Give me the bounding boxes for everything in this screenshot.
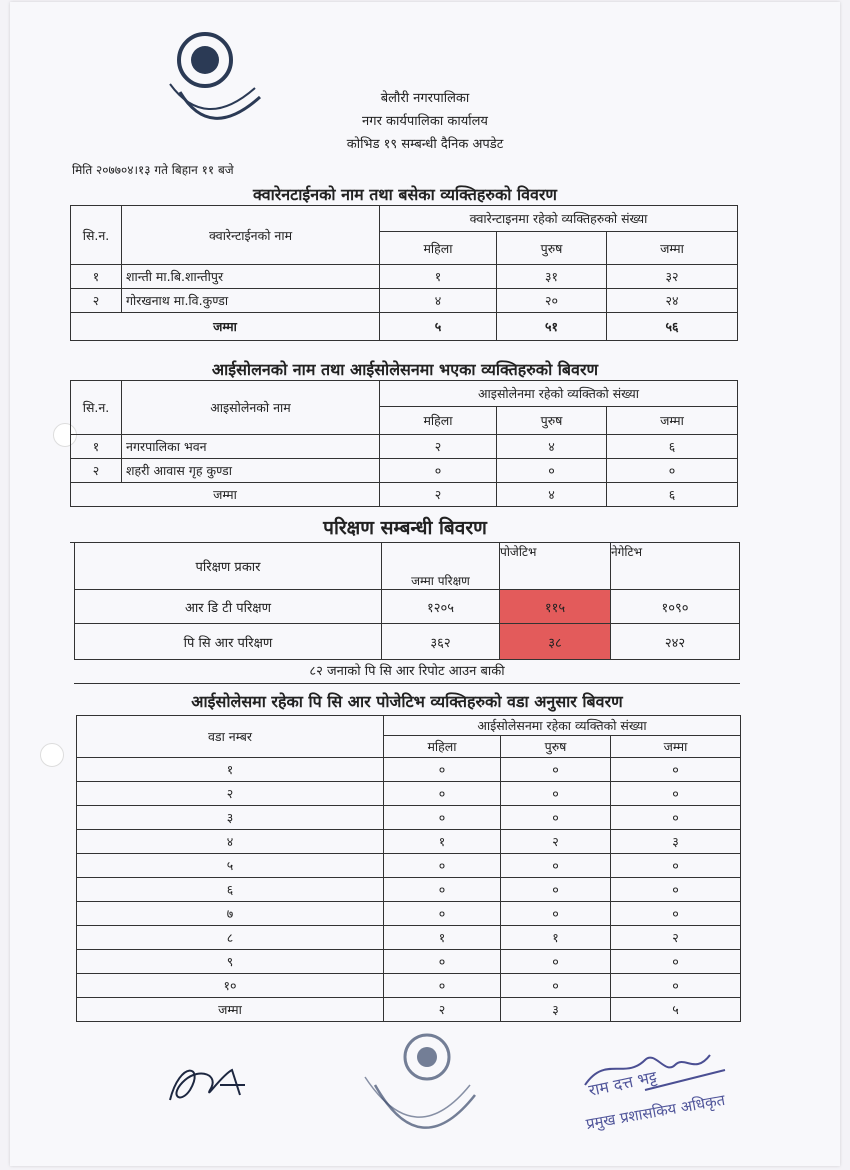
total-label: जम्मा xyxy=(71,483,380,507)
cell-female: ४ xyxy=(380,289,497,313)
total-female: ५ xyxy=(380,313,497,341)
cell-name: शान्ती मा.बि.शान्तीपुर xyxy=(122,265,380,289)
cell-ward: ३ xyxy=(77,806,384,830)
quarantine-title: क्वारेनटाईनको नाम तथा बसेका व्यक्तिहरुको विवरण xyxy=(252,185,557,204)
signatory-title: प्रमुख प्रशासकिय अधिकृत xyxy=(584,1090,727,1134)
header-municipality: बेलौरी नगरपालिका xyxy=(380,91,470,106)
cell-male: ० xyxy=(501,902,611,926)
cell-female: १ xyxy=(384,926,501,950)
total-female: २ xyxy=(380,483,497,507)
total-male: ५१ xyxy=(497,313,607,341)
table-row xyxy=(77,830,741,854)
cell-male: ४ xyxy=(497,435,607,459)
ward-table xyxy=(76,715,741,1022)
cell-name: नगरपालिका भवन xyxy=(122,435,380,459)
cell-male: ० xyxy=(501,950,611,974)
cell-ward: ४ xyxy=(77,830,384,854)
cell-positive: ३८ xyxy=(500,624,611,660)
cell-ward: १ xyxy=(77,758,384,782)
col-male: पुरुष xyxy=(501,736,611,758)
header-office: नगर कार्यपालिका कार्यालय xyxy=(362,114,488,129)
total-female: २ xyxy=(384,998,501,1022)
cell-ward: १० xyxy=(77,974,384,998)
cell-male: ० xyxy=(501,806,611,830)
cell-ward: ५ xyxy=(77,854,384,878)
testing-title: परिक्षण सम्बन्धी बिवरण xyxy=(70,514,740,543)
isolation-title: आईसोलनको नाम तथा आईसोलेसनमा भएका व्यक्तिहरुको बिवरण xyxy=(211,360,599,379)
cell-negative: १०९० xyxy=(611,590,740,624)
cell-total: ० xyxy=(611,806,741,830)
pending-note: ८२ जनाको पि सि आर रिपोट आउन बाकी xyxy=(309,664,505,679)
cell-negative: २४२ xyxy=(611,624,740,660)
cell-ward: ७ xyxy=(77,902,384,926)
total-total: ५६ xyxy=(607,313,738,341)
total-label: जम्मा xyxy=(71,313,380,341)
table-row xyxy=(77,806,741,830)
col-total: जम्मा xyxy=(607,407,738,435)
cell-female: ० xyxy=(384,950,501,974)
cell-male: २० xyxy=(497,289,607,313)
col-ward: वडा नम्बर xyxy=(77,716,384,758)
cell-male: २ xyxy=(501,830,611,854)
table-row xyxy=(77,902,741,926)
total-row xyxy=(71,483,738,507)
table-row xyxy=(71,459,738,483)
cell-total: ३२ xyxy=(607,265,738,289)
header-subject: कोभिड १९ सम्बन्धी दैनिक अपडेट xyxy=(346,137,504,152)
col-test-total: जम्मा परिक्षण xyxy=(382,543,500,590)
col-group: क्वारेन्टाइनमा रहेको व्यक्तिहरुको संख्या xyxy=(380,206,738,232)
cell-total: ६ xyxy=(607,435,738,459)
cell-female: १ xyxy=(384,830,501,854)
table-row xyxy=(77,854,741,878)
table-row xyxy=(71,435,738,459)
cell-total: ० xyxy=(611,902,741,926)
cell-female: ० xyxy=(384,806,501,830)
cell-total: ० xyxy=(607,459,738,483)
divider xyxy=(74,683,740,684)
col-negative: नेगेटिभ xyxy=(611,543,740,590)
cell-name: शहरी आवास गृह कुण्डा xyxy=(122,459,380,483)
total-male: ३ xyxy=(501,998,611,1022)
col-sn: सि.न. xyxy=(71,381,122,435)
cell-female: २ xyxy=(380,435,497,459)
cell-total: ० xyxy=(611,782,741,806)
cell-sn: १ xyxy=(71,435,122,459)
cell-ward: ८ xyxy=(77,926,384,950)
cell-total: ० xyxy=(611,878,741,902)
col-test-type: परिक्षण प्रकार xyxy=(75,543,382,590)
signature-left xyxy=(160,1045,250,1120)
cell-total: ० xyxy=(611,854,741,878)
col-name: आइसोलेनको नाम xyxy=(122,381,380,435)
cell-positive: ११५ xyxy=(500,590,611,624)
cell-female: १ xyxy=(380,265,497,289)
cell-female: ० xyxy=(384,782,501,806)
punch-hole xyxy=(40,743,64,767)
quarantine-table xyxy=(70,205,738,341)
cell-test-type: आर डि टी परिक्षण xyxy=(75,590,382,624)
table-row xyxy=(71,289,738,313)
total-row xyxy=(77,998,741,1022)
cell-female: ० xyxy=(384,878,501,902)
ward-title: आईसोलेसमा रहेका पि सि आर पोजेटिभ व्यक्तिहरुको वडा अनुसार बिवरण xyxy=(191,692,623,711)
cell-male: ० xyxy=(501,782,611,806)
cell-sn: २ xyxy=(71,289,122,313)
cell-male: ० xyxy=(501,878,611,902)
table-row xyxy=(75,590,740,624)
col-total: जम्मा xyxy=(611,736,741,758)
col-female: महिला xyxy=(384,736,501,758)
col-group: आइसोलेनमा रहेको व्यक्तिको संख्या xyxy=(380,381,738,407)
table-row xyxy=(77,926,741,950)
col-total: जम्मा xyxy=(607,232,738,265)
isolation-table xyxy=(70,380,738,507)
col-positive: पोजेटिभ xyxy=(500,543,611,590)
report-date: मिति २०७७०४।१३ गते बिहान ११ बजे xyxy=(72,163,234,177)
col-male: पुरुष xyxy=(497,232,607,265)
total-total: ६ xyxy=(607,483,738,507)
col-group: आईसोलेसनमा रहेका व्यक्तिको संख्या xyxy=(384,716,741,736)
table-row xyxy=(77,950,741,974)
table-row xyxy=(77,974,741,998)
cell-total: ० xyxy=(611,758,741,782)
col-name: क्वारेन्टाईनको नाम xyxy=(122,206,380,265)
cell-sn: १ xyxy=(71,265,122,289)
cell-male: ० xyxy=(501,974,611,998)
table-row xyxy=(75,624,740,660)
cell-sn: २ xyxy=(71,459,122,483)
cell-total: ३ xyxy=(611,830,741,854)
cell-total: २ xyxy=(611,926,741,950)
table-row xyxy=(77,758,741,782)
table-row xyxy=(77,878,741,902)
cell-female: ० xyxy=(384,902,501,926)
cell-ward: २ xyxy=(77,782,384,806)
cell-male: ३१ xyxy=(497,265,607,289)
cell-male: ० xyxy=(501,854,611,878)
cell-total: ० xyxy=(611,974,741,998)
cell-male: १ xyxy=(501,926,611,950)
cell-female: ० xyxy=(380,459,497,483)
cell-ward: ९ xyxy=(77,950,384,974)
cell-male: ० xyxy=(501,758,611,782)
cell-male: ० xyxy=(497,459,607,483)
signatory-name: राम दत्त भट्ट xyxy=(586,1067,659,1100)
col-male: पुरुष xyxy=(497,407,607,435)
cell-total: २४ xyxy=(607,289,738,313)
total-male: ४ xyxy=(497,483,607,507)
cell-female: ० xyxy=(384,758,501,782)
cell-test-total: ३६२ xyxy=(382,624,500,660)
office-stamp xyxy=(355,1025,485,1160)
cell-female: ० xyxy=(384,854,501,878)
cell-ward: ६ xyxy=(77,878,384,902)
cell-test-total: १२०५ xyxy=(382,590,500,624)
cell-test-type: पि सि आर परिक्षण xyxy=(75,624,382,660)
total-row xyxy=(71,313,738,341)
cell-name: गोरखनाथ मा.वि.कुण्डा xyxy=(122,289,380,313)
testing-table xyxy=(74,542,740,660)
table-row xyxy=(71,265,738,289)
col-female: महिला xyxy=(380,232,497,265)
total-total: ५ xyxy=(611,998,741,1022)
col-sn: सि.न. xyxy=(71,206,122,265)
cell-female: ० xyxy=(384,974,501,998)
table-row xyxy=(77,782,741,806)
cell-total: ० xyxy=(611,950,741,974)
total-label: जम्मा xyxy=(77,998,384,1022)
col-female: महिला xyxy=(380,407,497,435)
